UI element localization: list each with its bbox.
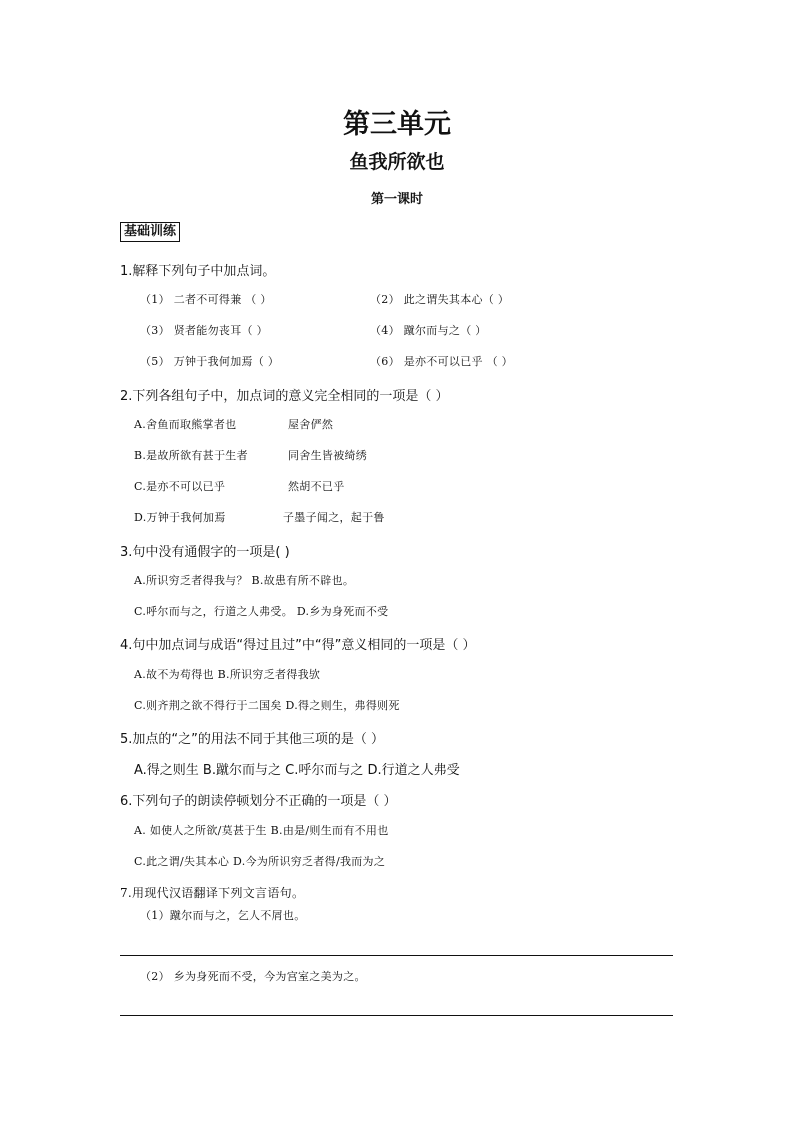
- q1-item: （4） 蹴尔而与之（ ）: [370, 324, 487, 337]
- period-title: 第一课时: [370, 192, 423, 207]
- q1-item: （2） 此之谓失其本心（ ）: [370, 293, 510, 306]
- q2-option-pair: 同舍生皆被绮绣: [288, 449, 368, 462]
- q2-stem: 2.下列各组句子中，加点词的意义完全相同的一项是（ ）: [120, 389, 449, 404]
- q4-option: C.则齐荆之欲不得行于二国矣 D.得之则生，弗得则死: [134, 699, 400, 712]
- q2-option-pair: 然胡不已乎: [288, 480, 345, 493]
- q2-option-pair: 屋舍俨然: [288, 418, 334, 431]
- q2-option-pair: 子墨子闻之，起于鲁: [283, 511, 385, 524]
- q1-item: （3） 贤者能勿丧耳（ ）: [140, 324, 268, 337]
- q2-option: D.万钟于我何加焉: [134, 511, 226, 524]
- q3-stem: 3.句中没有通假字的一项是( ): [120, 545, 290, 560]
- q1-stem: 1.解释下列句子中加点词。: [120, 264, 276, 279]
- q6-option: A. 如使人之所欲/莫甚于生 B.由是/则生而有不用也: [134, 824, 389, 837]
- q4-option: A.故不为苟得也 B.所识穷乏者得我欤: [134, 668, 321, 681]
- q7-item: （2） 乡为身死而不受，今为宫室之美为之。: [140, 970, 366, 983]
- unit-title: 第三单元: [343, 109, 451, 140]
- q3-option: A.所识穷乏者得我与？ B.故患有所不辟也。: [134, 574, 355, 587]
- q7-item: （1）蹴尔而与之，乞人不屑也。: [140, 909, 306, 922]
- q2-option: A.舍鱼而取熊掌者也: [134, 418, 237, 431]
- q1-item: （6） 是亦不可以已乎 （ ）: [370, 355, 513, 368]
- q6-option: C.此之谓/失其本心 D.今为所识穷乏者得/我而为之: [134, 855, 386, 868]
- q2-option: C.是亦不可以已乎: [134, 480, 226, 493]
- q1-item: （1） 二者不可得兼 （ ）: [140, 293, 272, 306]
- answer-line[interactable]: [120, 955, 673, 956]
- lesson-title: 鱼我所欲也: [349, 151, 445, 173]
- answer-line[interactable]: [120, 1015, 673, 1016]
- q1-item: （5） 万钟于我何加焉（ ）: [140, 355, 280, 368]
- q7-stem: 7.用现代汉语翻译下列文言语句。: [120, 886, 305, 900]
- section-tag: 基础训练: [120, 222, 180, 242]
- q2-option: B.是故所欲有甚于生者: [134, 449, 248, 462]
- q6-stem: 6.下列句子的朗读停顿划分不正确的一项是（ ）: [120, 794, 397, 809]
- q3-option: C.呼尔而与之，行道之人弗受。 D.乡为身死而不受: [134, 605, 389, 618]
- q5-stem: 5.加点的“之”的用法不同于其他三项的是（ ）: [120, 732, 385, 747]
- q5-option: A.得之则生 B.蹴尔而与之 C.呼尔而与之 D.行道之人弗受: [134, 763, 460, 778]
- q4-stem: 4.句中加点词与成语“得过且过”中“得”意义相同的一项是（ ）: [120, 638, 476, 653]
